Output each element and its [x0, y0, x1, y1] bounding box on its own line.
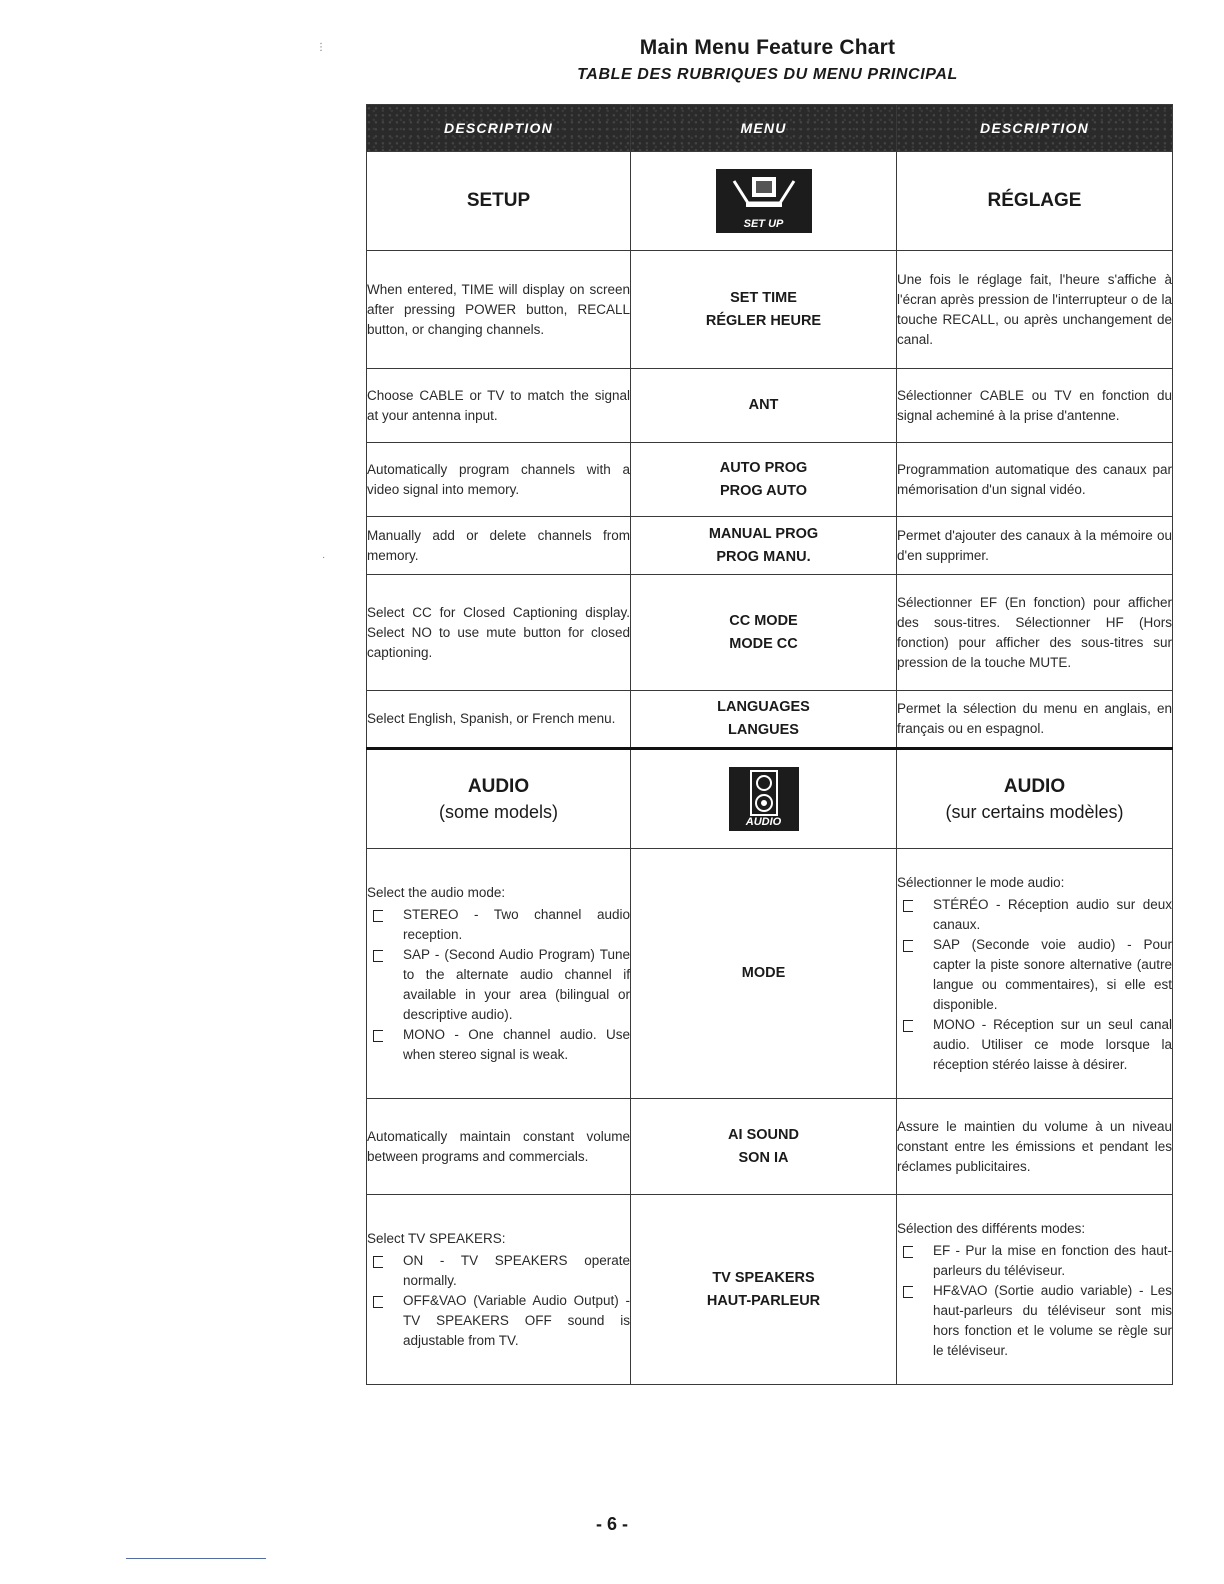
- auto-prog-menu: [631, 443, 897, 517]
- menu-label-en: AUTO PROG: [719, 459, 808, 476]
- list-item-text: MONO - Réception sur un seul canal audio. Utiliser ce mode lorsque la réception stéréo laisse à désirer.: [933, 1016, 1172, 1072]
- checkbox-bullet-icon: [903, 940, 913, 952]
- feature-chart-table: [366, 104, 1173, 1385]
- table-row: [367, 1195, 1173, 1385]
- menu-label-en: SET TIME: [730, 289, 797, 306]
- ai-sound-desc-fr: Assure le maintien du volume à un niveau constant entre les émissions et pendant les réclames publicitaires.: [897, 1099, 1173, 1195]
- audio-section-row: [367, 749, 1173, 849]
- mode-menu: [631, 849, 897, 1099]
- languages-desc-fr: Permet la sélection du menu en anglais, en français ou en espagnol.: [897, 691, 1173, 749]
- menu-label-en: LANGUAGES: [717, 699, 810, 715]
- menu-label-fr: PROG MANU.: [716, 548, 811, 565]
- mode-desc-en: [367, 849, 631, 1099]
- setup-title-en: SETUP: [466, 190, 531, 211]
- table-header-row: [367, 105, 1173, 152]
- languages-menu: [631, 691, 897, 749]
- ai-sound-menu: [631, 1099, 897, 1195]
- setup-title-fr-cell: [897, 152, 1173, 251]
- audio-speaker-icon: [729, 767, 799, 831]
- list-item: [897, 895, 1172, 935]
- checkbox-bullet-icon: [373, 910, 383, 922]
- mode-intro-en: Select the audio mode:: [367, 884, 506, 900]
- checkbox-bullet-icon: [903, 1020, 913, 1032]
- list-item-text: EF - Pur la mise en fonction des haut-parleurs du téléviseur.: [933, 1242, 1172, 1278]
- audio-title-en: AUDIO: [467, 775, 530, 797]
- menu-label-en: AI SOUND: [728, 1126, 799, 1143]
- header-description-en: DESCRIPTION: [367, 105, 631, 152]
- audio-subtitle-fr: (sur certains modèles): [945, 801, 1124, 822]
- ant-menu: [631, 369, 897, 443]
- list-item: [367, 1025, 630, 1065]
- list-item-text: OFF&VAO (Variable Audio Output) - TV SPEAKERS OFF sound is adjustable from TV.: [403, 1292, 630, 1348]
- audio-title-fr: AUDIO: [1003, 775, 1066, 797]
- speakers-list-en: [367, 1251, 630, 1351]
- scan-mark: ⋮: [316, 42, 326, 53]
- menu-label-fr: PROG AUTO: [719, 482, 807, 499]
- checkbox-bullet-icon: [373, 1030, 383, 1042]
- manual-prog-desc-fr: Permet d'ajouter des canaux à la mémoire ou d'en supprimer.: [897, 517, 1173, 575]
- mode-list-fr: [897, 895, 1172, 1075]
- audio-title-fr-cell: [897, 749, 1173, 849]
- menu-label-fr: SON IA: [738, 1149, 789, 1166]
- page-title: Main Menu Feature Chart: [639, 36, 896, 59]
- cc-mode-desc-en: Select CC for Closed Captioning display. Select NO to use mute button for closed captioning.: [367, 575, 631, 691]
- setup-title-fr: RÉGLAGE: [987, 190, 1082, 211]
- list-item-text: STEREO - Two channel audio reception.: [403, 906, 630, 942]
- speakers-intro-fr: Sélection des différents modes:: [897, 1220, 1086, 1236]
- list-item: [897, 1015, 1172, 1075]
- ant-desc-en: Choose CABLE or TV to match the signal at your antenna input.: [367, 369, 631, 443]
- checkbox-bullet-icon: [373, 950, 383, 962]
- manual-prog-menu: [631, 517, 897, 575]
- audio-title-cell: [367, 749, 631, 849]
- table-row: [367, 1099, 1173, 1195]
- list-item: [897, 1281, 1172, 1361]
- audio-icon-cell: [631, 749, 897, 849]
- page-subtitle: TABLE DES RUBRIQUES DU MENU PRINCIPAL: [577, 66, 958, 83]
- table-row: [367, 691, 1173, 749]
- checkbox-bullet-icon: [903, 1246, 913, 1258]
- menu-label-en: CC MODE: [729, 612, 798, 629]
- list-item: [897, 935, 1172, 1015]
- checkbox-bullet-icon: [903, 900, 913, 912]
- audio-subtitle-en: (some models): [438, 801, 559, 822]
- speakers-list-fr: [897, 1241, 1172, 1361]
- list-item-text: SAP (Seconde voie audio) - Pour capter la piste sonore alternative (autre langue ou commentaires), si elle est disponible.: [933, 936, 1172, 1012]
- audio-icon-label: AUDIO: [745, 816, 782, 828]
- list-item: [897, 1241, 1172, 1281]
- mode-intro-fr: Sélectionner le mode audio:: [897, 874, 1065, 890]
- checkbox-bullet-icon: [903, 1286, 913, 1298]
- footer-divider: [126, 1558, 266, 1559]
- speakers-menu: [631, 1195, 897, 1385]
- languages-desc-en: Select English, Spanish, or French menu.: [367, 691, 631, 749]
- manual-prog-desc-en: Manually add or delete channels from memory.: [367, 517, 631, 575]
- table-row: [367, 849, 1173, 1099]
- table-row: [367, 443, 1173, 517]
- list-item-text: ON - TV SPEAKERS operate normally.: [403, 1252, 630, 1288]
- menu-label-fr: MODE CC: [729, 635, 798, 652]
- speakers-intro-en: Select TV SPEAKERS:: [367, 1230, 506, 1246]
- header-menu: MENU: [631, 105, 897, 152]
- title-block: [360, 36, 1175, 84]
- setup-tv-icon: [716, 169, 812, 233]
- setup-section-row: [367, 152, 1173, 251]
- auto-prog-desc-en: Automatically program channels with a video signal into memory.: [367, 443, 631, 517]
- menu-label-en: TV SPEAKERS: [712, 1269, 815, 1286]
- cc-mode-desc-fr: Sélectionner EF (En fonction) pour afficher des sous-titres. Sélectionner HF (Hors fonction) pour afficher des sous-titres sur pression de la touche MUTE.: [897, 575, 1173, 691]
- setup-title-cell: [367, 152, 631, 251]
- scan-mark: ·: [322, 552, 326, 563]
- set-time-menu: [631, 251, 897, 369]
- speakers-desc-en: [367, 1195, 631, 1385]
- menu-label-en: MODE: [741, 965, 786, 981]
- mode-desc-fr: [897, 849, 1173, 1099]
- list-item: [367, 905, 630, 945]
- set-time-desc-en: When entered, TIME will display on screen after pressing POWER button, RECALL button, or changing channels.: [367, 251, 631, 369]
- list-item: [367, 945, 630, 1025]
- auto-prog-desc-fr: Programmation automatique des canaux par mémorisation d'un signal vidéo.: [897, 443, 1173, 517]
- menu-label-fr: RÉGLER HEURE: [705, 312, 822, 329]
- menu-label-en: MANUAL PROG: [708, 525, 819, 542]
- checkbox-bullet-icon: [373, 1256, 383, 1268]
- list-item: [367, 1291, 630, 1351]
- setup-icon-cell: [631, 152, 897, 251]
- menu-label-fr: LANGUES: [728, 722, 799, 738]
- menu-label-en: ANT: [748, 397, 779, 413]
- list-item-text: HF&VAO (Sortie audio variable) - Les haut-parleurs du téléviseur sont mis hors fonction et le volume se règle sur le téléviseur.: [933, 1282, 1172, 1358]
- checkbox-bullet-icon: [373, 1296, 383, 1308]
- set-time-desc-fr: Une fois le réglage fait, l'heure s'affiche à l'écran après pression de l'interrupteur o de la touche RECALL, ou après unchangement de canal.: [897, 251, 1173, 369]
- ant-desc-fr: Sélectionner CABLE ou TV en fonction du signal acheminé à la prise d'antenne.: [897, 369, 1173, 443]
- header-description-fr: DESCRIPTION: [897, 105, 1173, 152]
- mode-list-en: [367, 905, 630, 1065]
- list-item-text: MONO - One channel audio. Use when stereo signal is weak.: [403, 1026, 630, 1062]
- table-row: [367, 251, 1173, 369]
- list-item-text: SAP - (Second Audio Program) Tune to the alternate audio channel if available in your area (bilingual or descriptive audio).: [403, 946, 630, 1022]
- table-row: [367, 369, 1173, 443]
- table-row: [367, 575, 1173, 691]
- ai-sound-desc-en: Automatically maintain constant volume between programs and commercials.: [367, 1099, 631, 1195]
- menu-label-fr: HAUT-PARLEUR: [706, 1292, 821, 1309]
- table-row: [367, 517, 1173, 575]
- list-item: [367, 1251, 630, 1291]
- speakers-desc-fr: [897, 1195, 1173, 1385]
- cc-mode-menu: [631, 575, 897, 691]
- setup-icon-label: SET UP: [743, 218, 784, 230]
- page-number: - 6 -: [595, 1514, 628, 1534]
- list-item-text: STÉRÉO - Réception audio sur deux canaux.: [933, 896, 1172, 932]
